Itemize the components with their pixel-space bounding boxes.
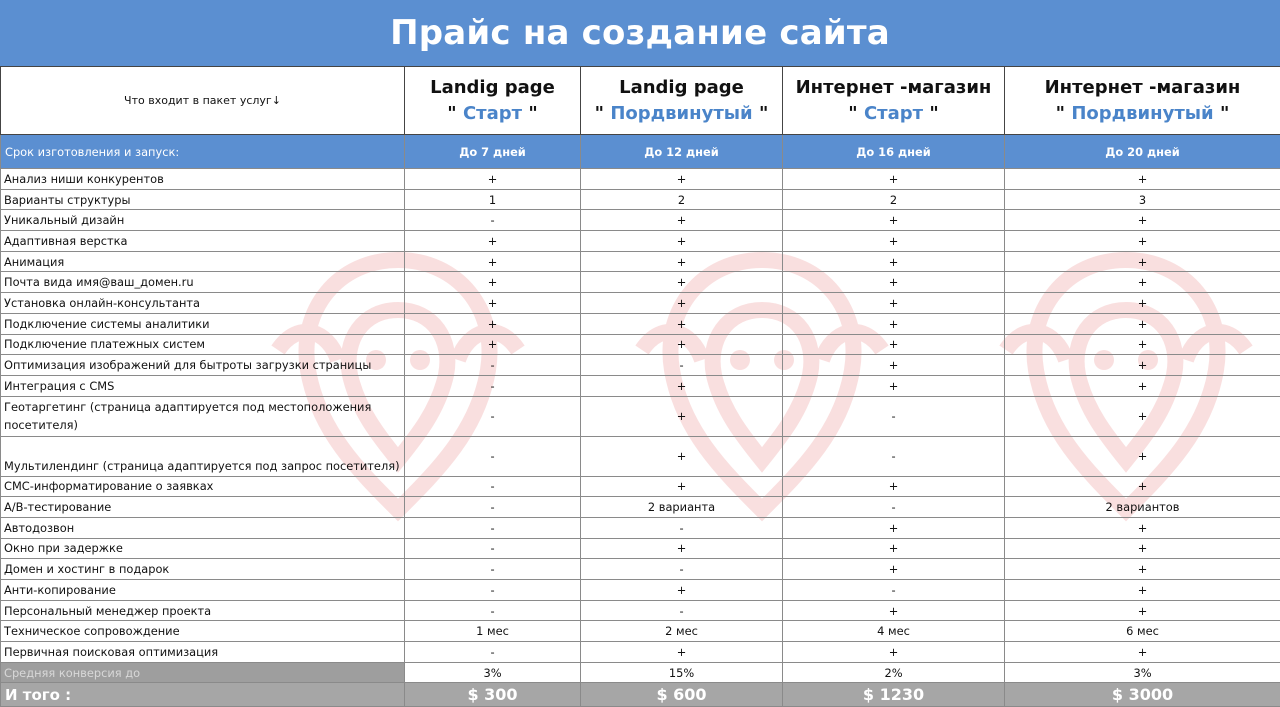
- feature-value: -: [783, 580, 1005, 601]
- timeline-value: До 7 дней: [405, 135, 581, 169]
- feature-label: Анализ ниши конкурентов: [1, 169, 405, 190]
- feature-value: +: [783, 293, 1005, 314]
- feature-value: +: [405, 251, 581, 272]
- table-row: [1, 600, 1280, 621]
- feature-value: -: [405, 355, 581, 376]
- feature-value: +: [1005, 293, 1280, 314]
- table-row: [1, 293, 1280, 314]
- feature-value: +: [1005, 251, 1280, 272]
- package-name: Интернет -магазин: [795, 76, 992, 98]
- feature-value: -: [581, 559, 783, 580]
- feature-value: +: [581, 436, 783, 476]
- package-header: Landig page " Пордвинутый ": [581, 67, 783, 135]
- feature-label: Персональный менеджер проекта: [1, 600, 405, 621]
- feature-value: 2 вариантов: [1005, 497, 1280, 518]
- table-row: [1, 538, 1280, 559]
- feature-value: -: [405, 538, 581, 559]
- feature-value: 2: [783, 189, 1005, 210]
- package-header: Интернет -магазин " Пордвинутый ": [1005, 67, 1280, 135]
- feature-value: +: [1005, 210, 1280, 231]
- feature-value: +: [581, 580, 783, 601]
- table-row: [1, 375, 1280, 396]
- feature-value: +: [783, 559, 1005, 580]
- feature-value: +: [1005, 517, 1280, 538]
- feature-label: Окно при задержке: [1, 538, 405, 559]
- feature-label: Адаптивная верстка: [1, 231, 405, 252]
- timeline-value: До 16 дней: [783, 135, 1005, 169]
- feature-value: 2 варианта: [581, 497, 783, 518]
- feature-value: +: [581, 169, 783, 190]
- feature-value: +: [1005, 313, 1280, 334]
- package-tier: Старт: [863, 102, 924, 124]
- timeline-value: До 12 дней: [581, 135, 783, 169]
- feature-value: -: [405, 436, 581, 476]
- conversion-row: [1, 662, 1280, 683]
- total-price: $ 300: [405, 683, 581, 707]
- feature-value: +: [783, 169, 1005, 190]
- feature-label: Мультилендинг (страница адаптируется под запрос посетителя): [1, 436, 405, 476]
- feature-value: +: [1005, 600, 1280, 621]
- feature-value: +: [1005, 396, 1280, 436]
- table-row: [1, 231, 1280, 252]
- package-name: Landig page: [619, 76, 744, 98]
- package-tier: Старт: [462, 102, 523, 124]
- feature-value: -: [405, 580, 581, 601]
- package-name: Интернет -магазин: [1044, 76, 1241, 98]
- feature-value: 2 мес: [581, 621, 783, 642]
- feature-label: Техническое сопровождение: [1, 621, 405, 642]
- feature-value: +: [581, 210, 783, 231]
- package-tier: Пордвинутый: [1071, 102, 1214, 124]
- feature-value: -: [405, 517, 581, 538]
- table-row: [1, 313, 1280, 334]
- total-price: $ 600: [581, 683, 783, 707]
- feature-value: -: [783, 497, 1005, 518]
- feature-value: +: [1005, 538, 1280, 559]
- feature-label: Уникальный дизайн: [1, 210, 405, 231]
- feature-value: +: [783, 272, 1005, 293]
- page-title: Прайс на создание сайта: [0, 0, 1280, 66]
- feature-value: -: [405, 642, 581, 663]
- feature-value: 1: [405, 189, 581, 210]
- feature-value: +: [783, 375, 1005, 396]
- table-row: [1, 559, 1280, 580]
- feature-label: Интеграция с CMS: [1, 375, 405, 396]
- table-row: [1, 355, 1280, 376]
- conversion-value: 3%: [1005, 662, 1280, 683]
- feature-value: +: [405, 231, 581, 252]
- table-row: [1, 189, 1280, 210]
- table-row: [1, 210, 1280, 231]
- feature-value: +: [581, 396, 783, 436]
- conversion-label: Средняя конверсия до: [1, 662, 405, 683]
- feature-label: Установка онлайн-консультанта: [1, 293, 405, 314]
- feature-value: +: [783, 334, 1005, 355]
- feature-label: Первичная поисковая оптимизация: [1, 642, 405, 663]
- feature-value: +: [405, 169, 581, 190]
- feature-value: +: [1005, 642, 1280, 663]
- feature-label: Геотаргетинг (страница адаптируется под местоположения посетителя): [1, 396, 405, 436]
- timeline-label: Срок изготовления и запуск:: [1, 135, 405, 169]
- timeline-row: [1, 135, 1280, 169]
- feature-value: 6 мес: [1005, 621, 1280, 642]
- feature-value: +: [581, 642, 783, 663]
- conversion-value: 15%: [581, 662, 783, 683]
- feature-label: Автодозвон: [1, 517, 405, 538]
- timeline-value: До 20 дней: [1005, 135, 1280, 169]
- table-row: [1, 580, 1280, 601]
- feature-label: СМС-информатирование о заявках: [1, 476, 405, 497]
- feature-value: -: [783, 436, 1005, 476]
- conversion-value: 3%: [405, 662, 581, 683]
- feature-value: -: [581, 517, 783, 538]
- feature-label: Подключение платежных систем: [1, 334, 405, 355]
- feature-value: +: [581, 313, 783, 334]
- feature-value: +: [1005, 559, 1280, 580]
- feature-value: +: [1005, 436, 1280, 476]
- feature-value: +: [581, 231, 783, 252]
- feature-value: +: [783, 210, 1005, 231]
- feature-value: -: [581, 600, 783, 621]
- feature-value: +: [783, 476, 1005, 497]
- table-row: [1, 272, 1280, 293]
- services-label: Что входит в пакет услуг↓: [1, 67, 405, 135]
- feature-value: +: [783, 231, 1005, 252]
- feature-value: +: [581, 272, 783, 293]
- table-row: [1, 396, 1280, 436]
- feature-label: Анимация: [1, 251, 405, 272]
- feature-value: +: [581, 538, 783, 559]
- feature-value: +: [1005, 375, 1280, 396]
- feature-label: Анти-копирование: [1, 580, 405, 601]
- total-price: $ 3000: [1005, 683, 1280, 707]
- feature-label: Почта вида имя@ваш_домен.ru: [1, 272, 405, 293]
- package-header: Landig page " Старт ": [405, 67, 581, 135]
- feature-value: +: [405, 272, 581, 293]
- feature-value: -: [405, 600, 581, 621]
- feature-value: 1 мес: [405, 621, 581, 642]
- feature-value: 4 мес: [783, 621, 1005, 642]
- feature-label: Подключение системы аналитики: [1, 313, 405, 334]
- feature-value: +: [1005, 231, 1280, 252]
- feature-value: -: [581, 355, 783, 376]
- feature-value: +: [1005, 272, 1280, 293]
- feature-value: +: [783, 600, 1005, 621]
- table-row: [1, 169, 1280, 190]
- package-header: Интернет -магазин " Старт ": [783, 67, 1005, 135]
- feature-value: -: [405, 559, 581, 580]
- table-row: [1, 497, 1280, 518]
- total-label: И того :: [1, 683, 405, 707]
- price-table: [0, 66, 1280, 707]
- feature-value: 2: [581, 189, 783, 210]
- table-row: [1, 642, 1280, 663]
- feature-value: -: [405, 210, 581, 231]
- feature-value: +: [581, 476, 783, 497]
- feature-value: 3: [1005, 189, 1280, 210]
- feature-value: +: [581, 251, 783, 272]
- table-row: [1, 476, 1280, 497]
- table-row: [1, 436, 1280, 476]
- feature-label: Варианты структуры: [1, 189, 405, 210]
- table-row: [1, 251, 1280, 272]
- package-name: Landig page: [430, 76, 555, 98]
- feature-value: +: [783, 538, 1005, 559]
- total-row: [1, 683, 1280, 707]
- feature-value: +: [1005, 169, 1280, 190]
- feature-value: -: [405, 375, 581, 396]
- package-tier: Пордвинутый: [610, 102, 753, 124]
- conversion-value: 2%: [783, 662, 1005, 683]
- feature-value: +: [783, 355, 1005, 376]
- feature-value: +: [1005, 355, 1280, 376]
- feature-value: +: [581, 375, 783, 396]
- feature-value: +: [783, 251, 1005, 272]
- feature-value: +: [783, 313, 1005, 334]
- feature-value: +: [783, 642, 1005, 663]
- feature-label: Оптимизация изображений для бытроты загрузки страницы: [1, 355, 405, 376]
- table-row: [1, 621, 1280, 642]
- total-price: $ 1230: [783, 683, 1005, 707]
- feature-value: +: [1005, 580, 1280, 601]
- feature-value: -: [783, 396, 1005, 436]
- feature-value: +: [783, 517, 1005, 538]
- feature-label: Домен и хостинг в подарок: [1, 559, 405, 580]
- feature-value: -: [405, 476, 581, 497]
- feature-value: +: [405, 293, 581, 314]
- package-header-row: [1, 67, 1280, 135]
- table-row: [1, 517, 1280, 538]
- feature-value: +: [1005, 476, 1280, 497]
- feature-value: +: [1005, 334, 1280, 355]
- feature-value: +: [405, 313, 581, 334]
- feature-value: -: [405, 396, 581, 436]
- feature-value: +: [405, 334, 581, 355]
- feature-value: +: [581, 293, 783, 314]
- table-row: [1, 334, 1280, 355]
- feature-value: -: [405, 497, 581, 518]
- feature-value: +: [581, 334, 783, 355]
- feature-label: А/В-тестирование: [1, 497, 405, 518]
